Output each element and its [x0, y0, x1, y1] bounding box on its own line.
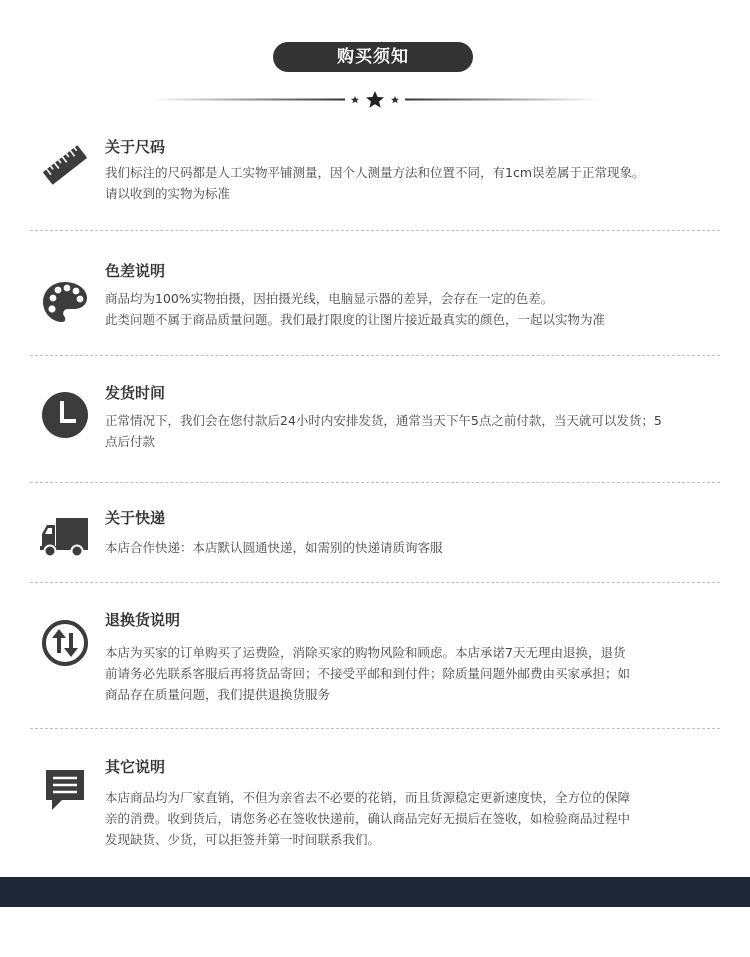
body-line: 点后付款	[105, 434, 156, 449]
dashed-separator	[30, 728, 720, 729]
body-line: 正常情况下，我们会在您付款后24小时内安排发货，通常当天下午5点之前付款，当天就可以发货；5	[105, 413, 662, 428]
section-title: 关于尺码	[105, 138, 166, 156]
section-body	[105, 787, 730, 850]
body-line: 商品存在质量问题，我们提供退换货服务	[105, 687, 331, 702]
ruler-icon	[40, 140, 90, 190]
dashed-separator	[30, 355, 720, 356]
large-star-icon	[366, 91, 384, 108]
section-title: 色差说明	[105, 262, 166, 280]
small-star-right-icon	[391, 96, 399, 103]
section-title: 关于快递	[105, 509, 166, 527]
body-line: 发现缺货、少货，可以拒签并第一时间联系我们。	[105, 832, 381, 847]
body-line: 本店合作快递：本店默认圆通快递，如需别的快递请质询客服	[105, 540, 443, 555]
palette-icon	[40, 278, 90, 328]
body-line: 本店为买家的订单购买了运费险，消除买家的购物风险和顾虑。本店承诺7天无理由退换，退货	[105, 645, 626, 660]
dashed-separator	[30, 230, 720, 231]
truck-icon	[40, 512, 90, 562]
body-line: 我们标注的尺码都是人工实物平铺测量，因个人测量方法和位置不同，有1cm误差属于正常现象。	[105, 165, 645, 180]
section-body	[105, 642, 730, 705]
document-chat-icon	[40, 766, 90, 816]
body-line: 此类问题不属于商品质量问题。我们最打限度的让图片接近最真实的颜色，一起以实物为准	[105, 312, 606, 327]
body-line: 请以收到的实物为标准	[105, 186, 231, 201]
star-divider	[150, 90, 600, 110]
section-title: 发货时间	[105, 384, 166, 402]
body-line: 前请务必先联系客服后再将货品寄回；不接受平邮和到付件；除质量问题外邮费由买家承担；如	[105, 666, 631, 681]
dashed-separator	[30, 482, 720, 483]
section-body	[105, 162, 730, 204]
body-line: 本店商品均为厂家直销，不但为亲省去不必要的花销，而且货源稳定更新速度快，全方位的保障	[105, 790, 631, 805]
small-star-left-icon	[351, 96, 359, 103]
body-line: 亲的消费。收到货后，请您务必在签收快递前，确认商品完好无损后在签收，如检验商品过程中	[105, 811, 631, 826]
clock-icon	[40, 390, 90, 440]
page-title: 购买须知	[273, 42, 473, 72]
exchange-icon	[40, 618, 90, 668]
dashed-separator	[30, 582, 720, 583]
section-body	[105, 288, 730, 330]
footer-bar	[0, 877, 750, 907]
section-body	[105, 537, 730, 558]
section-title: 退换货说明	[105, 611, 181, 629]
body-line: 商品均为100%实物拍摄，因拍摄光线，电脑显示器的差异，会存在一定的色差。	[105, 291, 554, 306]
section-body	[105, 410, 730, 452]
section-title: 其它说明	[105, 758, 166, 776]
